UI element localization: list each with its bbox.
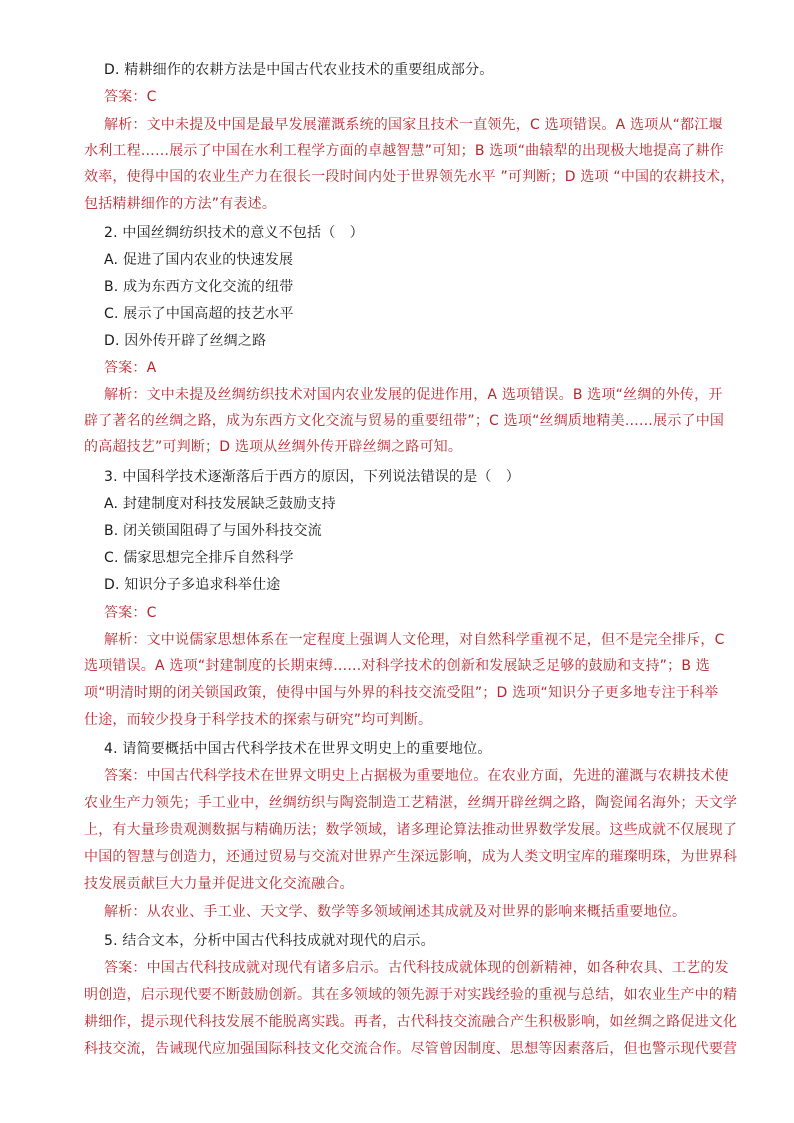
analysis-q3-line1: 解析：文中说儒家思想体系在一定程度上强调人文伦理，对自然科学重视不足，但不是完全排斥，C <box>104 632 725 648</box>
option-b-q3: B. 闭关锁国阻碍了与国外科技交流 <box>104 523 322 539</box>
option-c-q2: C. 展示了中国高超的技艺水平 <box>104 306 294 322</box>
question-4: 4. 请简要概括中国古代科学技术在世界文明史上的重要地位。 <box>104 741 492 757</box>
answer-q5-line3: 耕细作，提示现代科技发展不能脱离实践。再者，古代科技交流融合产生积极影响，如丝绸之路促进文化 <box>84 1014 738 1030</box>
analysis-q3-line2: 选项错误。A 选项“封建制度的长期束缚……对科学技术的创新和发展缺乏足够的鼓励和支持”；B 选 <box>84 658 710 674</box>
analysis-q1-line2: 水利工程……展示了中国在水利工程学方面的卓越智慧”可知；B 选项“曲辕犁的出现极大地提高了耕作 <box>84 143 724 159</box>
analysis-q1-line3: 效率，使得中国的农业生产力在很长一段时间内处于世界领先水平 ”可判断；D 选项 “中国的农耕技术， <box>84 169 735 185</box>
option-d-q1: D. 精耕细作的农耕方法是中国古代农业技术的重要组成部分。 <box>104 62 494 78</box>
option-a-q3: A. 封建制度对科技发展缺乏鼓励支持 <box>104 496 336 512</box>
answer-q4-line3: 上，有大量珍贵观测数据与精确历法；数学领域，诸多理论算法推动世界数学发展。这些成就不仅展现了 <box>84 822 738 838</box>
answer-q2: 答案：A <box>104 360 157 376</box>
answer-q3: 答案：C <box>104 605 157 621</box>
answer-q5-line1: 答案：中国古代科技成就对现代有诸多启示。古代科技成就体现的创新精神，如各种农具、工艺的发 <box>104 960 729 976</box>
answer-q5-line2: 明创造，启示现代要不断鼓励创新。其在多领域的领先源于对实践经验的重视与总结，如农业生产中的精 <box>84 987 738 1003</box>
option-c-q3: C. 儒家思想完全排斥自然科学 <box>104 550 294 566</box>
analysis-q3-line4: 仕途，而较少投身于科学技术的探索与研究”均可判断。 <box>84 712 433 728</box>
analysis-q2-line1: 解析：文中未提及丝绸纺织技术对国内农业发展的促进作用，A 选项错误。B 选项“丝绸的外传，开 <box>104 387 723 403</box>
question-2: 2. 中国丝绸纺织技术的意义不包括（ ） <box>104 225 364 241</box>
option-d-q3: D. 知识分子多追求科举仕途 <box>104 577 281 593</box>
analysis-q2-line2: 辟了著名的丝绸之路，成为东西方文化交流与贸易的重要纽带”；C 选项“丝绸质地精美……展示了中国 <box>84 413 725 429</box>
option-a-q2: A. 促进了国内农业的快速发展 <box>104 252 294 268</box>
analysis-q2-line3: 的高超技艺”可判断；D 选项从丝绸外传开辟丝绸之路可知。 <box>84 439 463 455</box>
option-b-q2: B. 成为东西方文化交流的纽带 <box>104 279 294 295</box>
answer-q4-line4: 中国的智慧与创造力，还通过贸易与交流对世界产生深远影响，成为人类文明宝库的璀璨明珠，为世界科 <box>84 849 738 865</box>
answer-q5-line4: 科技交流，告诫现代应加强国际科技文化交流合作。尽管曾因制度、思想等因素落后，但也警示现代要营 <box>84 1041 738 1057</box>
analysis-q1-line4: 包括精耕细作的方法”有表述。 <box>84 196 277 212</box>
analysis-q3-line3: 项“明清时期的闭关锁国政策，使得中国与外界的科技交流受阻”；D 选项“知识分子更多地专注于科举 <box>84 685 719 701</box>
question-3: 3. 中国科学技术逐渐落后于西方的原因，下列说法错误的是（ ） <box>104 469 521 485</box>
answer-q4-line1: 答案：中国古代科学技术在世界文明史上占据极为重要地位。在农业方面，先进的灌溉与农耕技术使 <box>104 768 729 784</box>
answer-q4-line2: 农业生产力领先；手工业中，丝绸纺织与陶瓷制造工艺精湛，丝绸开辟丝绸之路，陶瓷闻名海外；天文学 <box>84 795 738 811</box>
answer-q1: 答案：C <box>104 89 157 105</box>
answer-q4-line5: 技发展贡献巨大力量并促进文化交流融合。 <box>84 876 354 892</box>
question-5: 5. 结合文本，分析中国古代科技成就对现代的启示。 <box>104 933 435 949</box>
analysis-q1-line1: 解析：文中未提及中国是最早发展灌溉系统的国家且技术一直领先，C 选项错误。A 选项从“都江堰 <box>104 117 723 133</box>
analysis-q4: 解析：从农业、手工业、天文学、数学等多领域阐述其成就及对世界的影响来概括重要地位。 <box>104 904 687 920</box>
option-d-q2: D. 因外传开辟了丝绸之路 <box>104 333 267 349</box>
